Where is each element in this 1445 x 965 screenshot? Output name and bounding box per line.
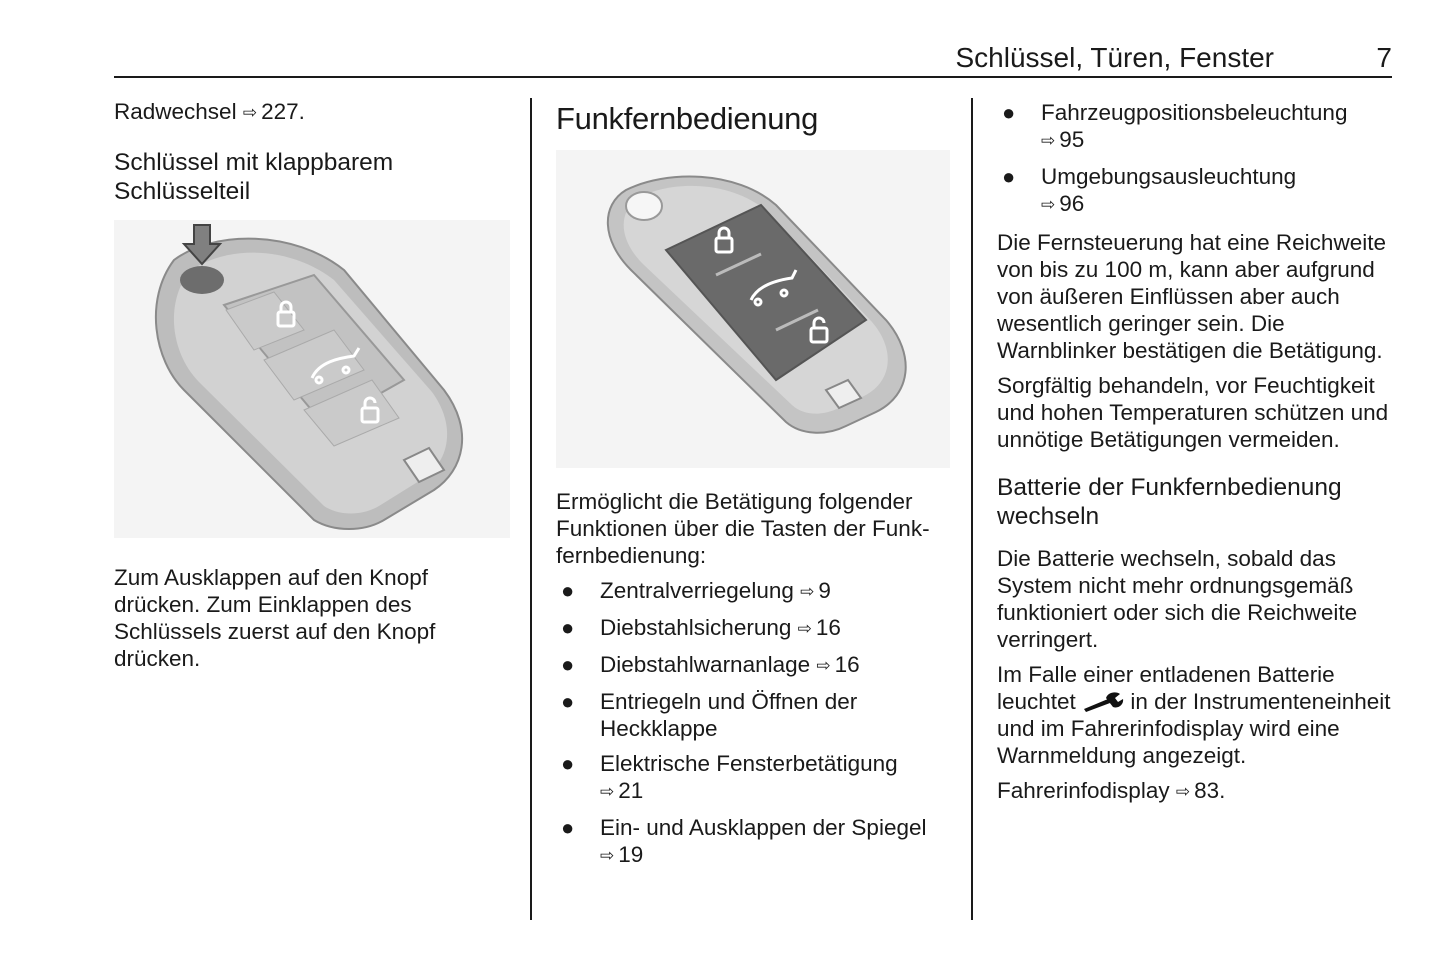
paragraph: Zum Ausklappen auf den Knopf drücken. Zum Einklappen des Schlüssels zuerst auf den Knopf drücken. [114, 565, 436, 671]
arrow-right-icon [600, 778, 618, 803]
list-item: ● Elektrische Fensterbetätigung ⇨ 21 [556, 750, 930, 806]
arrow-right-icon [800, 578, 818, 603]
list-item: ● Zentralverriegelung ⇨ 9 [556, 577, 956, 606]
list-item: ● Ein- und Ausklappen der Spiegel ⇨ 19 [556, 814, 956, 870]
arrow-right-icon [1041, 127, 1059, 152]
list-item: ● Diebstahlsicherung ⇨ 16 [556, 614, 956, 643]
column-middle [556, 96, 956, 870]
paragraph: Im Falle einer entladenen Batterie leuchtet in der Instrumenteneinheit und im Fahrerinfodisplay wird eine Warnmeldung angezeigt. [997, 662, 1391, 768]
list-item: ● Fahrzeugpositionsbeleuchtung ⇨ 95 [997, 99, 1397, 155]
wrench-icon [1082, 692, 1124, 712]
page-title: Funkfernbedienung [556, 101, 819, 136]
page-number: 7 [1376, 42, 1392, 73]
page-header [114, 38, 1392, 78]
remote-key-illustration [556, 150, 950, 468]
column-divider [530, 98, 532, 920]
arrow-right-icon [1176, 778, 1194, 803]
paragraph: Die Batterie wechseln, sobald das System nicht mehr ordnungsgemäß funktioniert oder sich die Reichweite verringert. [997, 546, 1358, 652]
arrow-right-icon [600, 842, 618, 867]
section-heading: Schlüssel mit klappbarem Schlüsselteil [114, 149, 394, 205]
cross-reference[interactable]: Fahrerinfodisplay ⇨ 83. [997, 777, 1397, 806]
column-right [997, 99, 1397, 806]
paragraph: Sorgfältig behandeln, vor Feuchtigkeit und hohen Temperaturen schützen und unnötige Betätigungen vermeiden. [997, 373, 1389, 452]
arrow-right-icon [1041, 191, 1059, 216]
arrow-right-icon [798, 615, 816, 640]
arrow-right-icon [816, 652, 834, 677]
column-divider [971, 98, 973, 920]
arrow-right-icon [243, 99, 261, 124]
paragraph: Ermöglicht die Betätigung folgender Funktionen über die Tasten der Funkfernbedienung: [556, 489, 930, 568]
section-heading: Batterie der Funkfernbedienung wechseln [997, 474, 1342, 530]
column-left [114, 96, 514, 672]
chapter-title: Schlüssel, Türen, Fenster [955, 42, 1274, 73]
list-item: ● Diebstahlwarnanlage ⇨ 16 [556, 651, 956, 680]
cross-reference[interactable]: Radwechsel ⇨ 227. [114, 98, 514, 127]
paragraph: Die Fernsteuerung hat eine Reichweite von bis zu 100 m, kann aber aufgrund von äußeren Einflüssen aber auch wesentlich geringer sein. Die Warnblinker bestätigen die Betätigung. [997, 230, 1386, 363]
folding-key-illustration [114, 220, 510, 538]
list-item: ● Entriegeln und Öffnen der Heckklappe [561, 689, 858, 741]
list-item: ● Umgebungsausleuchtung ⇨ 96 [997, 163, 1397, 219]
function-list [997, 99, 1397, 219]
function-list [556, 577, 956, 870]
